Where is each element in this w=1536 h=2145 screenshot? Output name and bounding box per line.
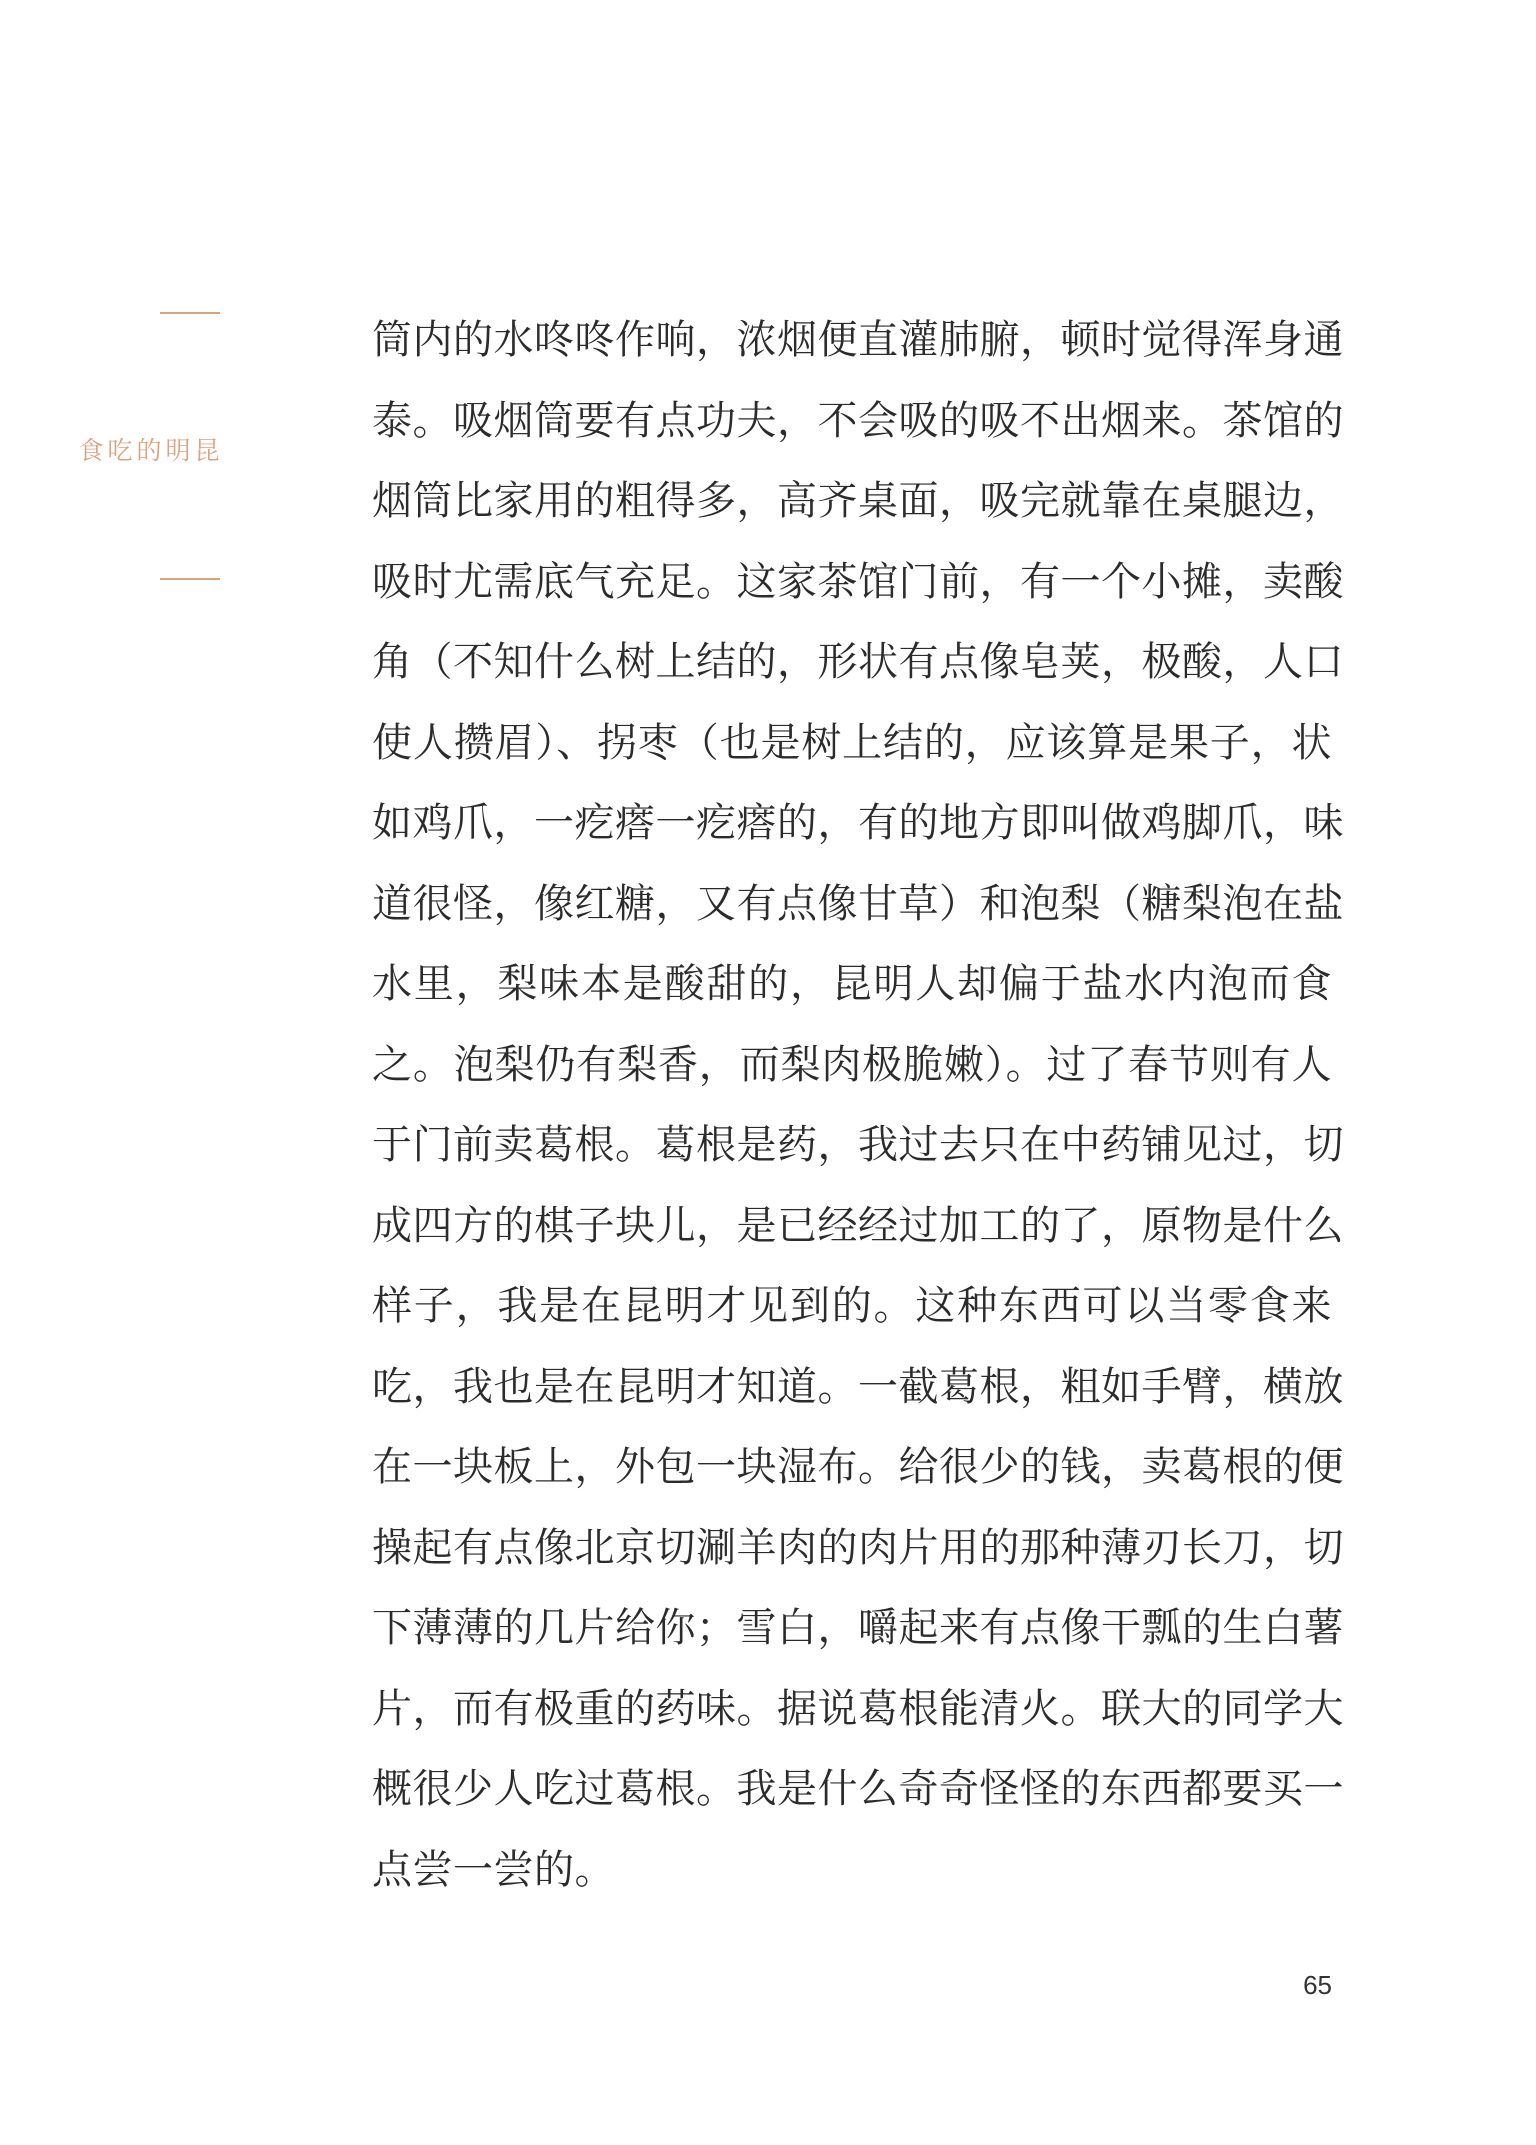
text-line: 水里，梨味本是酸甜的，昆明人却偏于盐水内泡而食 <box>372 961 1332 1007</box>
text-line: 筒内的水咚咚作响，浓烟便直灌肺腑，顿时觉得浑身通 <box>372 317 1344 363</box>
text-line: 概很少人吃过葛根。我是什么奇奇怪怪的东西都要买一 <box>372 1766 1344 1812</box>
text-line: 角（不知什么树上结的，形状有点像皂荚，极酸，人口 <box>372 639 1344 685</box>
text-line: 于门前卖葛根。葛根是药，我过去只在中药铺见过，切 <box>372 1122 1344 1168</box>
running-head-char: 吃 <box>104 436 133 464</box>
text-line: 吃，我也是在昆明才知道。一截葛根，粗如手臂，横放 <box>372 1363 1344 1410</box>
running-head-char: 明 <box>162 436 191 464</box>
text-line: 烟筒比家用的粗得多，高齐桌面，吸完就靠在桌腿边， <box>372 478 1344 524</box>
running-head-bottom-rule <box>160 578 220 580</box>
text-line: 如鸡爪，一疙瘩一疙瘩的，有的地方即叫做鸡脚爪，味 <box>372 800 1344 846</box>
running-head-char: 食 <box>75 436 104 464</box>
text-line: 点尝一尝的。 <box>372 1846 615 1893</box>
text-line: 操起有点像北京切涮羊肉的肉片用的那种薄刃长刀，切 <box>372 1524 1344 1571</box>
text-line: 下薄薄的几片给你；雪白，嚼起来有点像干瓢的生白薯 <box>372 1605 1344 1651</box>
text-line: 片，而有极重的药味。据说葛根能清火。联大的同学大 <box>372 1685 1344 1732</box>
text-line: 之。泡梨仍有梨香，而梨肉极脆嫩）。过了春节则有人 <box>372 1041 1332 1088</box>
running-head-title <box>75 370 220 530</box>
text-line: 使人攒眉）、拐枣（也是树上结的，应该算是果子，状 <box>372 719 1332 766</box>
page-number: 65 <box>1303 1970 1332 2000</box>
text-line: 样子，我是在昆明才见到的。这种东西可以当零食来 <box>372 1283 1332 1329</box>
running-head <box>75 312 220 582</box>
text-line: 道很怪，像红糖，又有点像甘草）和泡梨（糖梨泡在盐 <box>372 880 1344 927</box>
text-line: 吸时尤需底气充足。这家茶馆门前，有一个小摊，卖酸 <box>372 558 1344 605</box>
text-line: 在一块板上，外包一块湿布。给很少的钱，卖葛根的便 <box>372 1444 1344 1490</box>
running-head-char: 昆 <box>191 436 220 464</box>
running-head-char: 的 <box>133 436 162 464</box>
body-paragraph <box>372 300 1344 1910</box>
text-line: 成四方的棋子块儿，是已经经过加工的了，原物是什么 <box>372 1202 1344 1249</box>
running-head-top-rule <box>160 312 220 314</box>
text-line: 泰。吸烟筒要有点功夫，不会吸的吸不出烟来。茶馆的 <box>372 397 1344 444</box>
